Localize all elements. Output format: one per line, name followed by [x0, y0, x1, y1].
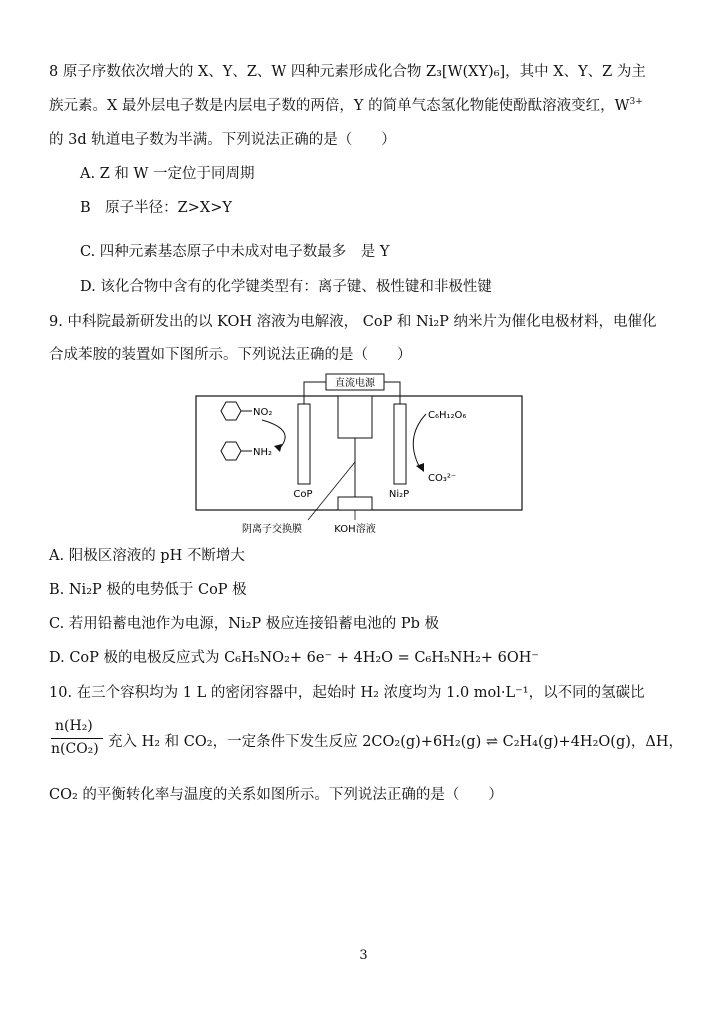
ni2p-electrode	[394, 404, 406, 484]
wire-right	[384, 382, 400, 404]
membrane-label: 阴离子交换膜	[242, 524, 302, 535]
q8-stem-line-2-text: 族元素。X 最外层电子数是内层电子数的两倍，Y 的简单气态氢化物能使酚酞溶液变红，W	[49, 98, 630, 114]
q8-stem-line-3: 的 3d 轨道电子数为半满。下列说法正确的是（ ）	[49, 132, 396, 148]
nitrobenzene-ring	[221, 402, 241, 420]
q9-option-c: C. 若用铅蓄电池作为电源，Ni₂P 极应连接铅蓄电池的 Pb 极	[49, 616, 440, 632]
q8-option-c: C. 四种元素基态原子中未成对电子数最多 是 Y	[80, 244, 390, 260]
q8-option-d: D. 该化合物中含有的化学键类型有：离子键、极性键和非极性键	[80, 279, 492, 295]
fraction-bar	[51, 738, 103, 739]
wire-left	[304, 382, 326, 404]
q8-option-b: B 原子半径：Z>X>Y	[80, 200, 232, 216]
q10-stem-line-2: 充入 H₂ 和 CO₂，一定条件下发生反应 2CO₂(g)+6H₂(g) ⇌ C₂H₄(g)+4H₂O(g)，ΔH，	[108, 734, 683, 750]
hydrogen-carbon-ratio-fraction	[49, 718, 105, 762]
cop-electrode	[298, 404, 310, 484]
w-charge-sup: 3+	[629, 97, 643, 107]
oxidation-arrow-head	[416, 463, 424, 472]
amine-label: NH₂	[253, 447, 273, 458]
aniline-ring	[221, 442, 241, 460]
q9-option-a: A. 阳极区溶液的 pH 不断增大	[49, 548, 245, 564]
fraction-denominator: n(CO₂)	[51, 741, 99, 757]
oxidation-arrow	[413, 414, 426, 468]
ni2p-label: Ni₂P	[388, 489, 410, 500]
page-number: 3	[359, 948, 368, 963]
q9-option-d: D. CoP 极的电极反应式为 C₆H₅NO₂+ 6e⁻ + 4H₂O = C₆H₅NH₂+ 6OH⁻	[49, 650, 540, 666]
membrane-top-block	[338, 396, 372, 438]
q9-stem-line-1: 9. 中科院最新研发出的以 KOH 溶液为电解液， CoP 和 Ni₂P 纳米片为催化电极材料，电催化	[49, 314, 657, 330]
membrane-bottom-block	[338, 497, 372, 510]
power-supply-label: 直流电源	[335, 378, 375, 389]
q8-stem-line-1: 8 原子序数依次增大的 X、Y、Z、W 四种元素形成化合物 Z₃[W(XY)₆]，其中 X、Y、Z 为主	[49, 64, 646, 80]
cop-label: CoP	[293, 489, 313, 500]
reduction-arrow-head	[274, 444, 282, 452]
fraction-numerator: n(H₂)	[55, 718, 93, 734]
glucose-label: C₆H₁₂O₆	[428, 410, 467, 421]
q8-option-a: A. Z 和 W 一定位于同周期	[80, 166, 255, 182]
q10-stem-line-3: CO₂ 的平衡转化率与温度的关系如图所示。下列说法正确的是（ ）	[49, 787, 503, 803]
carbonate-label: CO₃²⁻	[428, 473, 457, 484]
q9-option-b: B. Ni₂P 极的电势低于 CoP 极	[49, 582, 247, 598]
q10-stem-line-1: 10. 在三个容积均为 1 L 的密闭容器中，起始时 H₂ 浓度均为 1.0 mol·L⁻¹，以不同的氢碳比	[49, 685, 645, 701]
membrane-leader	[308, 462, 355, 520]
nitro-label: NO₂	[253, 407, 273, 418]
solution-label: KOH溶液	[334, 524, 376, 535]
q9-stem-line-2: 合成苯胺的装置如下图所示。下列说法正确的是（ ）	[49, 347, 412, 363]
reduction-arrow	[262, 420, 285, 450]
